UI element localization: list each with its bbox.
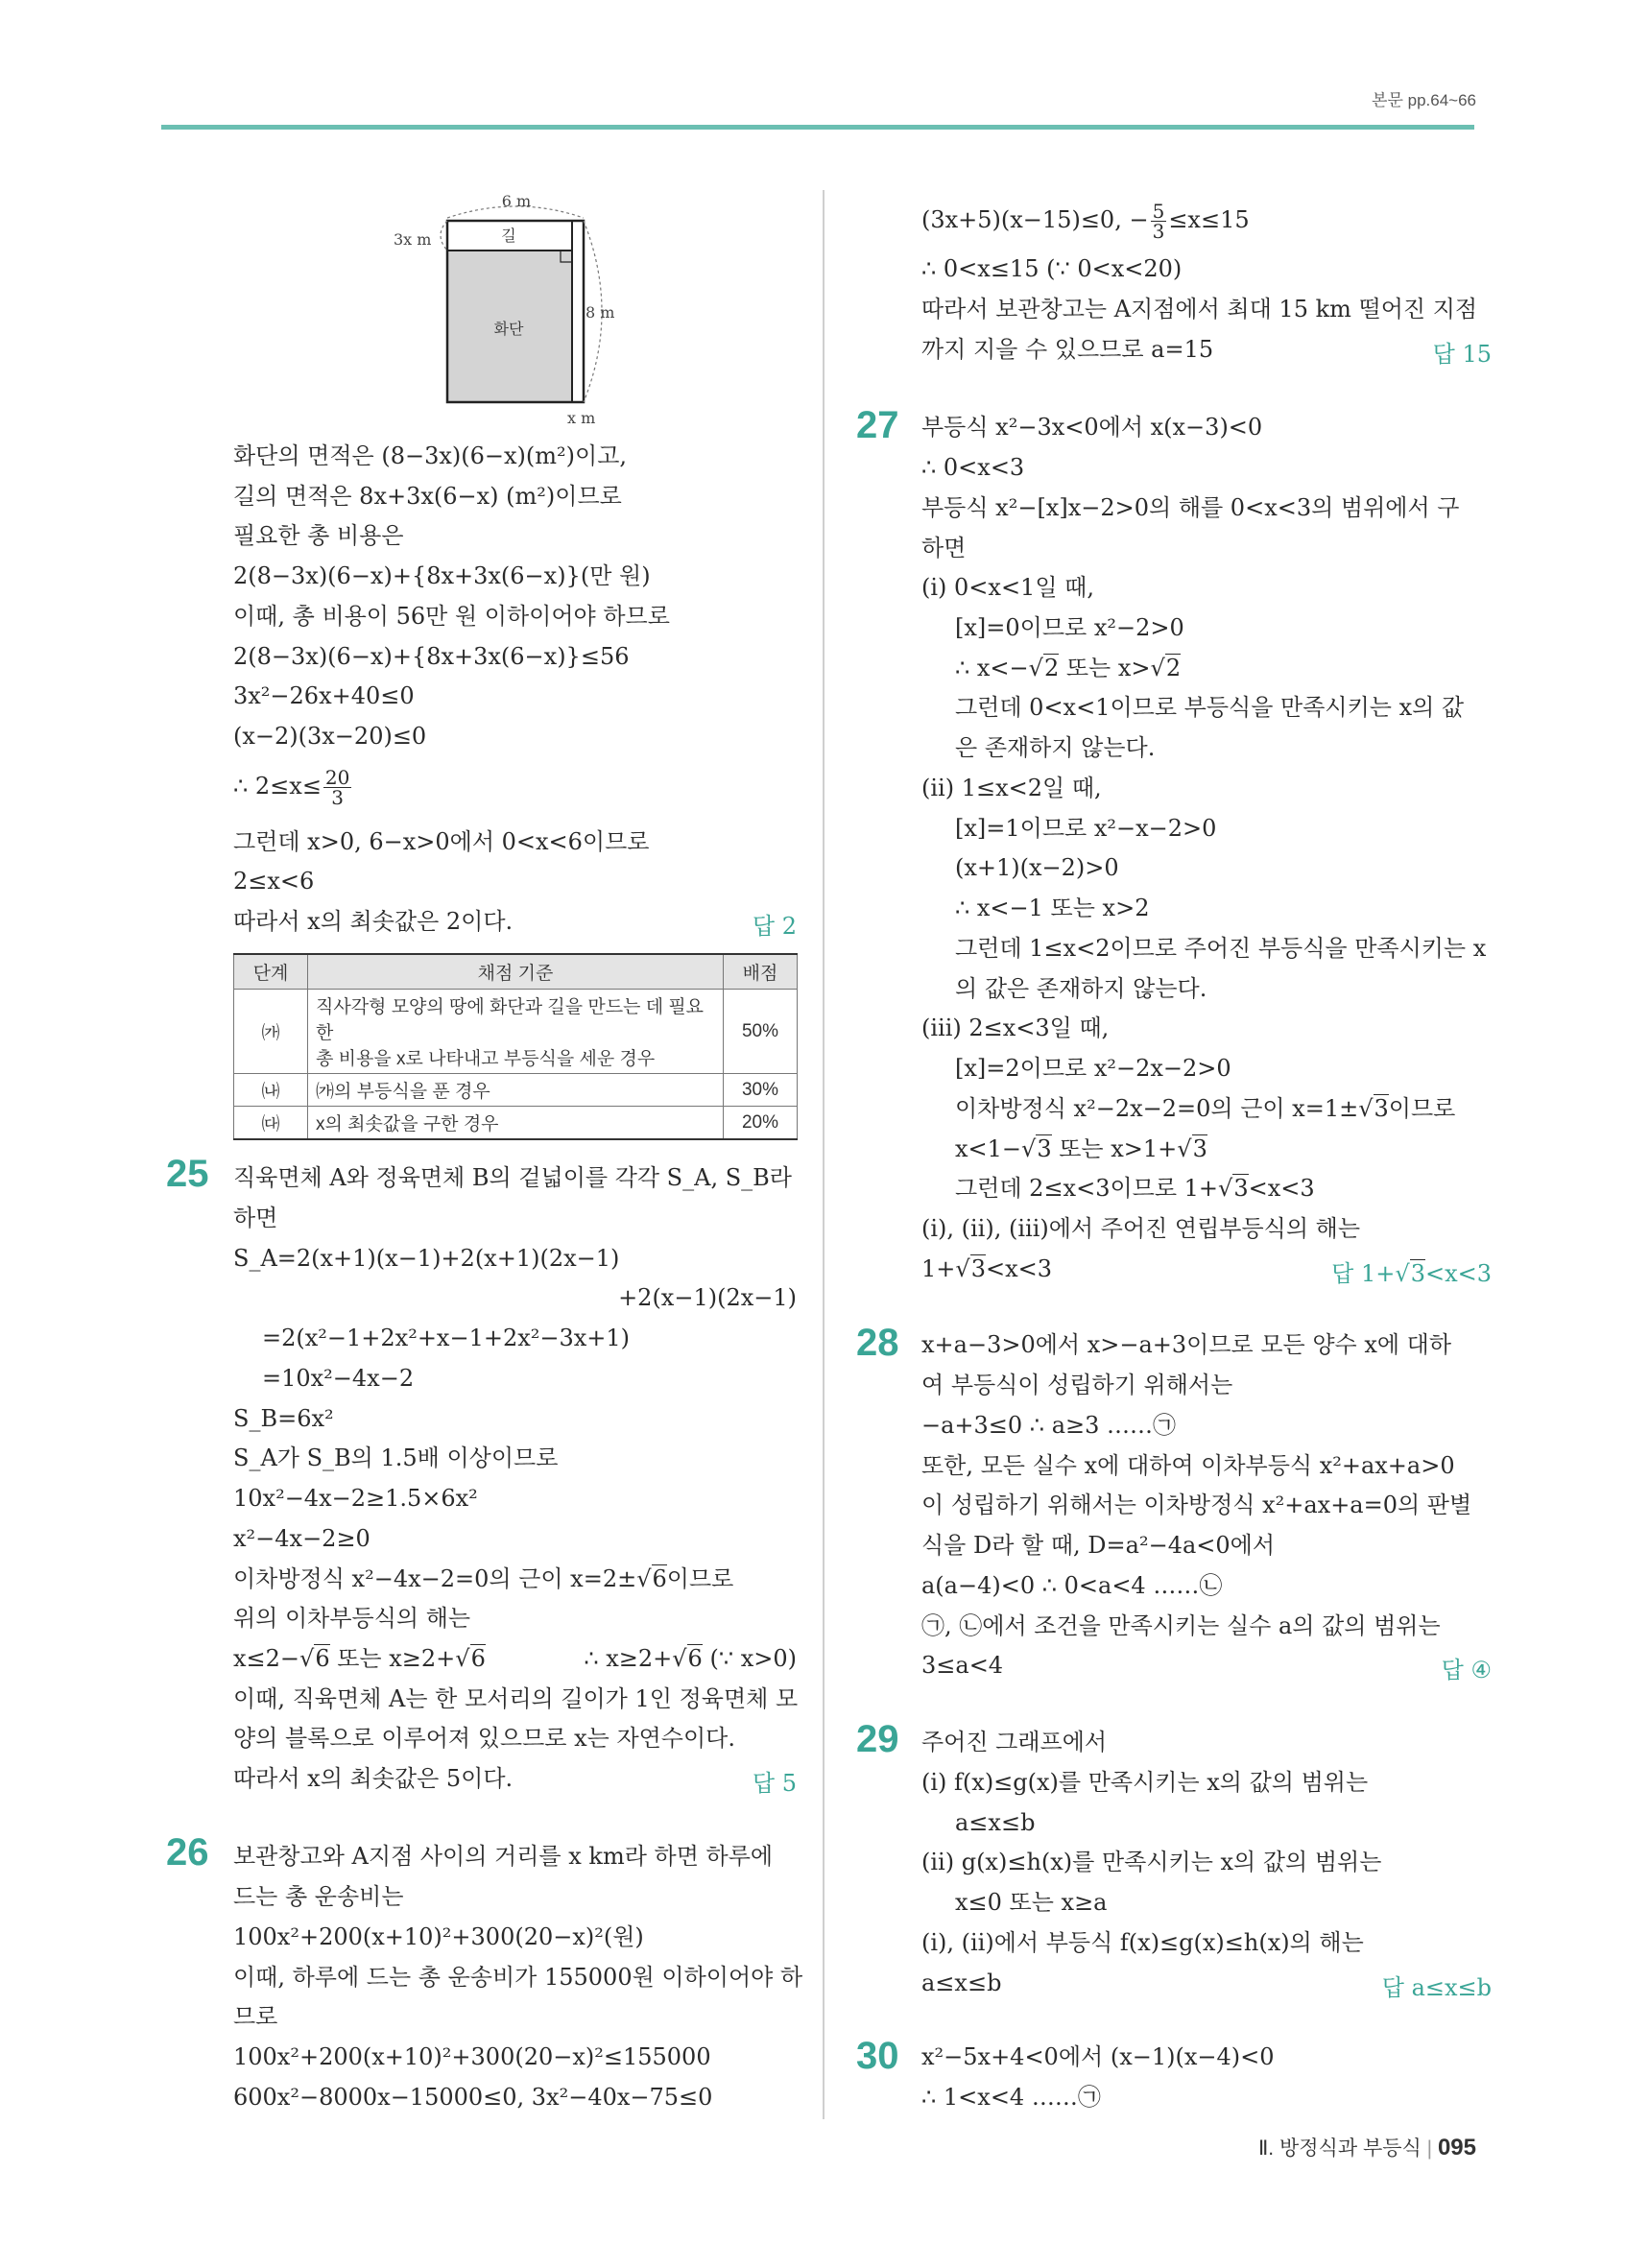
table-row: ㈐ x의 최솟값을 구한 경우 20% [234,1107,798,1140]
p28-line: 이 성립하기 위해서는 이차방정식 x²+ax+a=0의 판별 [921,1492,1472,1518]
figure-road-label: 길 [501,227,516,245]
p25-line: 10x²−4x−2≥1.5×6x² [233,1485,478,1512]
p29-answer: 답 a≤x≤b [1381,1974,1492,2001]
table-row: ㈎ 직사각형 모양의 땅에 화단과 길을 만드는 데 필요한 총 비용을 x로 나타내고 부등식을 세운 경우 50% [234,990,798,1074]
p29-line: (ⅰ) f(x)≤g(x)를 만족시키는 x의 값의 범위는 [921,1769,1369,1796]
p25-line: 이차방정식 x²−4x−2=0의 근이 x=2±√6이므로 [233,1565,734,1592]
p25-line: S_A가 S_B의 1.5배 이상이므로 [233,1444,559,1471]
p28-answer: 답 ④ [1441,1657,1492,1683]
p27-line: (ⅰ) 0<x<1일 때, [921,574,1094,601]
garden-figure [392,187,615,427]
fraction-20-3: $\frac{20}{3}$ [324,766,350,809]
p29-line: a≤x≤b [955,1809,1036,1836]
p26-line: 므로 [233,2003,278,2030]
problem-number-29: 29 [856,1718,899,1760]
p24-line: 필요한 총 비용은 [233,522,404,549]
p28-line: 또한, 모든 실수 x에 대하여 이차부등식 x²+ax+a>0 [921,1452,1455,1479]
p24-line: 이때, 총 비용이 56만 원 이하이어야 하므로 [233,603,670,630]
problem-number-28: 28 [856,1322,899,1364]
p27-line: 그런데 1≤x<2이므로 주어진 부등식을 만족시키는 x [955,935,1487,962]
p25-line: x≤2−√6 또는 x≥2+√6 [233,1645,486,1672]
scoring-table [233,953,798,1140]
p25-line: S_A=2(x+1)(x−1)+2(x+1)(2x−1) [233,1245,620,1272]
header-rule [161,125,1474,130]
problem-number-30: 30 [856,2035,899,2077]
p25-line: 하면 [233,1205,278,1231]
p27-line: (ⅱ) 1≤x<2일 때, [921,775,1102,801]
p25-line: x²−4x−2≥0 [233,1525,370,1552]
problem-number-26: 26 [166,1831,209,1874]
p28-line: 3≤a<4 [921,1652,1004,1679]
page-number: 095 [1437,2135,1476,2161]
p27-line: x<1−√3 또는 x>1+√3 [955,1135,1207,1162]
p29-line: x≤0 또는 x≥a [955,1889,1108,1916]
p24-line: 2(8−3x)(6−x)+{8x+3x(6−x)}(만 원) [233,562,651,589]
p26-line: 100x²+200(x+10)²+300(20−x)²(원) [233,1923,644,1950]
p27-line: (ⅰ), (ⅱ), (ⅲ)에서 주어진 연립부등식의 해는 [921,1215,1361,1242]
p26-line: 100x²+200(x+10)²+300(20−x)²≤155000 [233,2043,711,2070]
p28-line: −a+3≤0 ∴ a≥3 ……㉠ [921,1412,1177,1439]
p30-line: x²−5x+4<0에서 (x−1)(x−4)<0 [921,2043,1275,2070]
p25-line: 양의 블록으로 이루어져 있으므로 x는 자연수이다. [233,1725,735,1752]
p24-line: 2(8−3x)(6−x)+{8x+3x(6−x)}≤56 [233,643,630,670]
p25-line: 따라서 x의 최솟값은 5이다. [233,1765,514,1792]
figure-top-label: 6 m [501,192,532,210]
p27-line: 1+√3<x<3 [921,1255,1052,1282]
figure-bottom-label: x m [567,409,596,427]
p29-line: (ⅰ), (ⅱ)에서 부등식 f(x)≤g(x)≤h(x)의 해는 [921,1929,1364,1956]
p27-line: 은 존재하지 않는다. [955,734,1156,761]
problem-number-25: 25 [166,1153,209,1195]
p25-line: =2(x²−1+2x²+x−1+2x²−3x+1) [262,1325,631,1351]
p27-line: (ⅲ) 2≤x<3일 때, [921,1015,1110,1041]
p24-line: 화단의 면적은 (8−3x)(6−x)(m²)이고, [233,442,628,469]
p28-line: 여 부등식이 성립하기 위해서는 [921,1372,1233,1398]
p26-line: 600x²−8000x−15000≤0, 3x²−40x−75≤0 [233,2084,713,2111]
p25-line: 직육면체 A와 정육면체 B의 겉넓이를 각각 S_A, S_B라 [233,1164,792,1191]
table-row: ㈏ ㈎의 부등식을 푼 경우 30% [234,1074,798,1107]
p27-line: 이차방정식 x²−2x−2=0의 근이 x=1±√3이므로 [955,1095,1456,1122]
p24-line: 3x²−26x+40≤0 [233,682,415,709]
problem-number-27: 27 [856,404,899,446]
p26-line: (3x+5)(x−15)≤0, − $\frac{5}{3}$ ≤x≤15 [921,200,1250,243]
figure-flower-label: 화단 [493,320,524,338]
p25-answer: 답 5 [752,1770,797,1797]
page-reference: 본문 pp.64~66 [1372,91,1476,109]
p24-line: (x−2)(3x−20)≤0 [233,723,427,750]
p26-line: 따라서 보관창고는 A지점에서 최대 15 km 떨어진 지점 [921,296,1478,322]
p30-line: ∴ 1<x<4 ……㉠ [921,2084,1101,2111]
p27-line: ∴ x<−1 또는 x>2 [955,895,1150,921]
p24-answer: 답 2 [752,913,797,940]
table-header-step: 단계 [234,954,308,990]
table-header-score: 배점 [724,954,798,990]
p28-line: 식을 D라 할 때, D=a²−4a<0에서 [921,1532,1276,1559]
p26-line: 이때, 하루에 드는 총 운송비가 155000원 이하이어야 하 [233,1964,803,1991]
p25-line: +2(x−1)(2x−1) [618,1284,797,1311]
p24-therefore-line [233,768,353,807]
p27-line: 의 값은 존재하지 않는다. [955,975,1207,1002]
p28-line: ㉠, ㉡에서 조건을 만족시키는 실수 a의 값의 범위는 [921,1612,1441,1639]
p28-line: a(a−4)<0 ∴ 0<a<4 ……㉡ [921,1572,1223,1599]
p27-line: [x]=2이므로 x²−2x−2>0 [955,1055,1231,1082]
p27-line: ∴ 0<x<3 [921,454,1025,481]
p27-line: [x]=1이므로 x²−x−2>0 [955,815,1217,842]
p27-line: [x]=0이므로 x²−2>0 [955,614,1184,641]
p27-line: 하면 [921,535,967,561]
fraction-5-3: $\frac{5}{3}$ [1152,200,1165,243]
p27-line: (x+1)(x−2)>0 [955,854,1119,881]
p24-therefore-text: ∴ 2≤x≤ [233,773,322,800]
p26-line: ∴ 0<x≤15 (∵ 0<x<20) [921,255,1183,282]
p24-line: 따라서 x의 최솟값은 2이다. [233,908,514,935]
p25-line: S_B=6x² [233,1405,334,1432]
p27-line: 부등식 x²−[x]x−2>0의 해를 0<x<3의 범위에서 구 [921,494,1460,521]
p29-line: 주어진 그래프에서 [921,1729,1108,1755]
figure-left-label: 3x m [394,230,432,249]
p28-line: x+a−3>0에서 x>−a+3이므로 모든 양수 x에 대하 [921,1331,1452,1358]
p27-line: 그런데 2≤x<3이므로 1+√3<x<3 [955,1175,1315,1202]
p25-line: 위의 이차부등식의 해는 [233,1605,471,1632]
p26-line: 드는 총 운송비는 [233,1883,404,1910]
p26-line: 보관창고와 A지점 사이의 거리를 x km라 하면 하루에 [233,1843,774,1870]
footer-chapter: Ⅱ. 방정식과 부등식 [1257,2137,1422,2160]
p24-line: 2≤x<6 [233,868,315,895]
p25-line: =10x²−4x−2 [262,1365,415,1392]
p29-line: (ⅱ) g(x)≤h(x)를 만족시키는 x의 값의 범위는 [921,1849,1382,1875]
p27-line: ∴ x<−√2 또는 x>√2 [955,655,1182,681]
p27-answer: 답 1+√3<x<3 [1331,1260,1492,1287]
p26-line: 까지 지을 수 있으므로 a=15 [921,336,1214,363]
p27-line: 부등식 x²−3x<0에서 x(x−3)<0 [921,414,1263,441]
p26-answer: 답 15 [1432,341,1492,368]
p25-line: ∴ x≥2+√6 (∵ x>0) [584,1645,797,1672]
p24-line: 길의 면적은 8x+3x(6−x) (m²)이므로 [233,483,622,510]
p29-line: a≤x≤b [921,1970,1002,1996]
p27-line: 그런데 0<x<1이므로 부등식을 만족시키는 x의 값 [955,694,1465,721]
column-divider [823,190,824,2119]
page-footer: Ⅱ. 방정식과 부등식 | 095 [1257,2135,1476,2161]
p25-line: 이때, 직육면체 A는 한 모서리의 길이가 1인 정육면체 모 [233,1685,799,1712]
p24-line: 그런데 x>0, 6−x>0에서 0<x<6이므로 [233,828,650,855]
figure-right-label: 8 m [585,303,615,322]
table-header-criteria: 채점 기준 [308,954,724,990]
